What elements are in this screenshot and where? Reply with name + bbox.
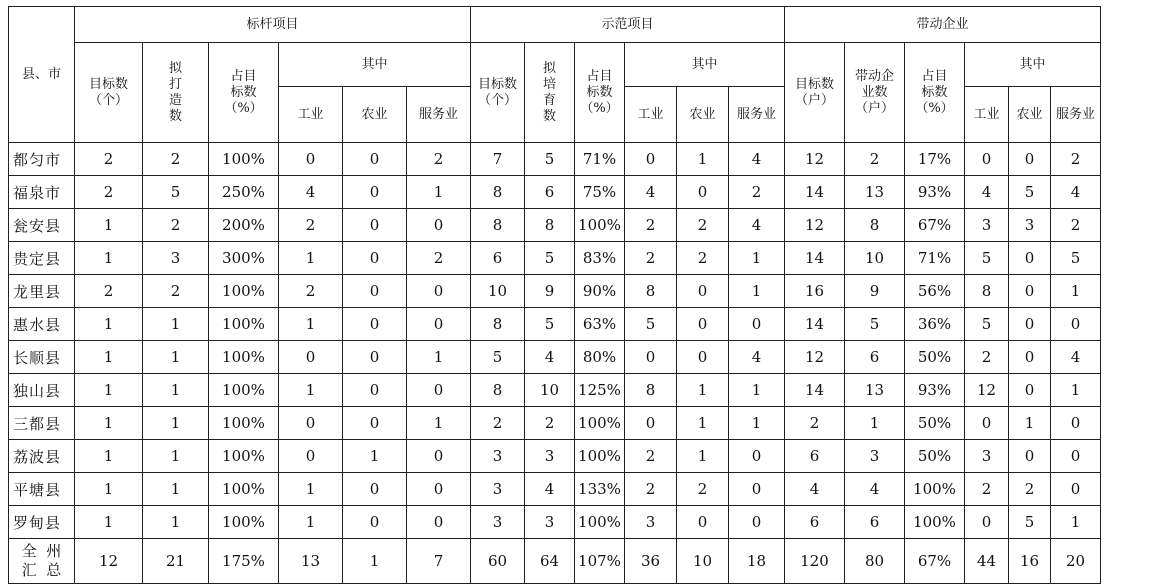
table-cell: 100% (575, 209, 625, 242)
total-cell: 1 (343, 539, 407, 584)
table-cell: 0 (1051, 473, 1101, 506)
table-cell: 50% (905, 341, 965, 374)
table-cell: 0 (1051, 308, 1101, 341)
total-cell: 12 (75, 539, 143, 584)
table-cell: 0 (965, 143, 1009, 176)
table-cell: 0 (1009, 374, 1051, 407)
table-cell: 100% (209, 275, 279, 308)
table-cell: 2 (677, 209, 729, 242)
table-cell: 8 (471, 209, 525, 242)
table-cell: 14 (785, 242, 845, 275)
table-cell: 0 (343, 275, 407, 308)
table-cell: 14 (785, 308, 845, 341)
table-cell: 5 (143, 176, 209, 209)
table-cell: 10 (845, 242, 905, 275)
table-cell: 0 (1009, 440, 1051, 473)
table-cell: 93% (905, 374, 965, 407)
demo-target-header: 目标数 （个） (471, 43, 525, 143)
table-cell: 5 (525, 308, 575, 341)
table-cell: 3 (965, 209, 1009, 242)
table-cell: 5 (1051, 242, 1101, 275)
table-row (9, 176, 1101, 209)
benchmark-agriculture-header: 农业 (343, 87, 407, 143)
table-cell: 200% (209, 209, 279, 242)
table-cell: 17% (905, 143, 965, 176)
demo-among-header: 其中 (625, 43, 785, 87)
benchmark-group-header: 标杆项目 (75, 7, 471, 43)
table-cell: 1 (279, 473, 343, 506)
table-cell: 1 (677, 143, 729, 176)
table-cell: 14 (785, 374, 845, 407)
table-cell: 6 (845, 506, 905, 539)
enterprise-group-header: 带动企业 (785, 7, 1101, 43)
table-cell: 9 (525, 275, 575, 308)
table-cell: 0 (407, 440, 471, 473)
county-name-cell: 平塘县 (9, 473, 75, 506)
table-cell: 3 (625, 506, 677, 539)
table-cell: 1 (75, 209, 143, 242)
table-row (9, 473, 1101, 506)
table-cell: 0 (343, 176, 407, 209)
total-label-cell: 全 州 汇 总 (9, 539, 75, 584)
total-cell: 120 (785, 539, 845, 584)
table-cell: 3 (471, 440, 525, 473)
table-cell: 5 (525, 242, 575, 275)
table-cell: 2 (143, 209, 209, 242)
table-cell: 2 (75, 143, 143, 176)
table-cell: 2 (625, 440, 677, 473)
table-cell: 8 (471, 308, 525, 341)
benchmark-ratio-header: 占目 标数 （%） (209, 43, 279, 143)
data-table-container (8, 6, 1101, 584)
table-cell: 0 (729, 308, 785, 341)
table-cell: 2 (407, 143, 471, 176)
table-cell: 0 (343, 506, 407, 539)
table-cell: 4 (625, 176, 677, 209)
table-cell: 5 (965, 308, 1009, 341)
table-cell: 1 (143, 473, 209, 506)
county-name-cell: 长顺县 (9, 341, 75, 374)
table-cell: 5 (965, 242, 1009, 275)
table-cell: 125% (575, 374, 625, 407)
table-cell: 4 (729, 209, 785, 242)
table-cell: 1 (677, 374, 729, 407)
benchmark-service-header: 服务业 (407, 87, 471, 143)
table-cell: 0 (279, 341, 343, 374)
demo-service-header: 服务业 (729, 87, 785, 143)
table-cell: 12 (965, 374, 1009, 407)
table-cell: 83% (575, 242, 625, 275)
benchmark-among-header: 其中 (279, 43, 471, 87)
table-cell: 8 (525, 209, 575, 242)
table-cell: 12 (785, 209, 845, 242)
table-cell: 6 (845, 341, 905, 374)
table-cell: 12 (785, 341, 845, 374)
total-cell: 175% (209, 539, 279, 584)
demo-ratio-header: 占目 标数 （%） (575, 43, 625, 143)
enterprise-service-header: 服务业 (1051, 87, 1101, 143)
table-cell: 3 (525, 440, 575, 473)
table-cell: 1 (845, 407, 905, 440)
table-cell: 4 (965, 176, 1009, 209)
table-row (9, 374, 1101, 407)
table-cell: 100% (575, 407, 625, 440)
total-cell: 36 (625, 539, 677, 584)
table-cell: 8 (471, 176, 525, 209)
demo-industry-header: 工业 (625, 87, 677, 143)
table-cell: 100% (209, 374, 279, 407)
table-cell: 100% (209, 308, 279, 341)
table-cell: 4 (785, 473, 845, 506)
table-cell: 8 (625, 374, 677, 407)
enterprise-ratio-header: 占目 标数 （%） (905, 43, 965, 143)
total-cell: 60 (471, 539, 525, 584)
table-cell: 2 (279, 275, 343, 308)
table-cell: 0 (1051, 407, 1101, 440)
table-cell: 1 (729, 407, 785, 440)
table-cell: 0 (677, 176, 729, 209)
table-cell: 3 (143, 242, 209, 275)
table-cell: 0 (407, 275, 471, 308)
enterprise-among-header: 其中 (965, 43, 1101, 87)
table-cell: 1 (729, 374, 785, 407)
table-cell: 100% (209, 341, 279, 374)
table-cell: 100% (905, 506, 965, 539)
table-cell: 100% (209, 407, 279, 440)
table-row (9, 143, 1101, 176)
table-cell: 0 (343, 473, 407, 506)
county-name-cell: 三都县 (9, 407, 75, 440)
table-cell: 1 (75, 506, 143, 539)
table-cell: 2 (965, 473, 1009, 506)
table-cell: 133% (575, 473, 625, 506)
table-cell: 2 (525, 407, 575, 440)
enterprise-planned-header: 带动企 业数 （户） (845, 43, 905, 143)
table-cell: 1 (1051, 374, 1101, 407)
table-cell: 8 (965, 275, 1009, 308)
table-cell: 2 (1051, 143, 1101, 176)
county-name-cell: 荔波县 (9, 440, 75, 473)
table-cell: 1 (75, 308, 143, 341)
table-cell: 13 (845, 176, 905, 209)
county-name-cell: 瓮安县 (9, 209, 75, 242)
table-cell: 6 (471, 242, 525, 275)
table-row (9, 407, 1101, 440)
county-name-cell: 惠水县 (9, 308, 75, 341)
demo-planned-header: 拟 培 育 数 (525, 43, 575, 143)
demo-group-header: 示范项目 (471, 7, 785, 43)
table-cell: 4 (729, 143, 785, 176)
table-cell: 0 (1051, 440, 1101, 473)
table-cell: 4 (1051, 176, 1101, 209)
county-name-cell: 罗甸县 (9, 506, 75, 539)
table-cell: 0 (279, 407, 343, 440)
table-cell: 0 (343, 242, 407, 275)
table-cell: 0 (279, 143, 343, 176)
county-name-cell: 贵定县 (9, 242, 75, 275)
enterprise-industry-header: 工业 (965, 87, 1009, 143)
table-cell: 2 (965, 341, 1009, 374)
table-cell: 2 (677, 473, 729, 506)
table-cell: 1 (279, 242, 343, 275)
table-cell: 6 (785, 506, 845, 539)
table-row (9, 275, 1101, 308)
county-name-cell: 独山县 (9, 374, 75, 407)
table-cell: 0 (407, 473, 471, 506)
table-cell: 2 (143, 143, 209, 176)
table-cell: 0 (407, 506, 471, 539)
table-cell: 14 (785, 176, 845, 209)
table-cell: 100% (575, 440, 625, 473)
table-cell: 2 (471, 407, 525, 440)
table-cell: 0 (625, 407, 677, 440)
table-cell: 100% (209, 440, 279, 473)
table-cell: 0 (407, 374, 471, 407)
table-cell: 7 (471, 143, 525, 176)
table-cell: 1 (75, 407, 143, 440)
total-cell: 67% (905, 539, 965, 584)
table-cell: 2 (407, 242, 471, 275)
table-cell: 36% (905, 308, 965, 341)
table-cell: 1 (143, 440, 209, 473)
table-cell: 2 (279, 209, 343, 242)
table-cell: 5 (845, 308, 905, 341)
table-cell: 1 (143, 341, 209, 374)
table-cell: 0 (729, 440, 785, 473)
table-cell: 4 (1051, 341, 1101, 374)
total-cell: 10 (677, 539, 729, 584)
table-cell: 80% (575, 341, 625, 374)
table-cell: 4 (279, 176, 343, 209)
table-cell: 1 (75, 242, 143, 275)
table-cell: 10 (525, 374, 575, 407)
table-row (9, 440, 1101, 473)
table-cell: 4 (845, 473, 905, 506)
table-cell: 5 (1009, 176, 1051, 209)
table-cell: 0 (279, 440, 343, 473)
table-cell: 0 (343, 308, 407, 341)
table-cell: 2 (1051, 209, 1101, 242)
table-cell: 6 (785, 440, 845, 473)
county-name-cell: 龙里县 (9, 275, 75, 308)
total-cell: 21 (143, 539, 209, 584)
table-cell: 0 (343, 341, 407, 374)
table-cell: 1 (75, 374, 143, 407)
table-cell: 1 (143, 407, 209, 440)
total-cell: 20 (1051, 539, 1101, 584)
total-cell: 13 (279, 539, 343, 584)
table-cell: 100% (209, 473, 279, 506)
total-cell: 44 (965, 539, 1009, 584)
total-cell: 7 (407, 539, 471, 584)
table-cell: 6 (525, 176, 575, 209)
table-cell: 1 (729, 275, 785, 308)
table-row (9, 209, 1101, 242)
county-name-cell: 都匀市 (9, 143, 75, 176)
table-cell: 50% (905, 407, 965, 440)
table-cell: 1 (407, 176, 471, 209)
table-cell: 0 (1009, 242, 1051, 275)
table-cell: 0 (625, 341, 677, 374)
table-cell: 3 (845, 440, 905, 473)
table-cell: 2 (625, 209, 677, 242)
table-cell: 4 (525, 341, 575, 374)
total-cell: 80 (845, 539, 905, 584)
table-cell: 5 (525, 143, 575, 176)
table-row (9, 242, 1101, 275)
table-cell: 1 (729, 242, 785, 275)
table-cell: 56% (905, 275, 965, 308)
table-cell: 1 (143, 308, 209, 341)
table-cell: 100% (575, 506, 625, 539)
table-cell: 71% (575, 143, 625, 176)
table-cell: 0 (407, 308, 471, 341)
table-cell: 0 (1009, 143, 1051, 176)
table-cell: 0 (965, 506, 1009, 539)
table-cell: 1 (279, 506, 343, 539)
table-cell: 1 (1051, 275, 1101, 308)
table-cell: 2 (785, 407, 845, 440)
table-cell: 1 (279, 308, 343, 341)
table-cell: 4 (729, 341, 785, 374)
table-cell: 1 (279, 374, 343, 407)
table-cell: 300% (209, 242, 279, 275)
table-cell: 1 (1051, 506, 1101, 539)
table-cell: 3 (525, 506, 575, 539)
table-cell: 0 (677, 506, 729, 539)
table-cell: 0 (729, 506, 785, 539)
table-cell: 9 (845, 275, 905, 308)
benchmark-target-header: 目标数 （个） (75, 43, 143, 143)
table-cell: 2 (75, 275, 143, 308)
table-cell: 67% (905, 209, 965, 242)
table-body (9, 143, 1101, 584)
table-cell: 2 (143, 275, 209, 308)
table-cell: 12 (785, 143, 845, 176)
benchmark-industry-header: 工业 (279, 87, 343, 143)
table-cell: 3 (471, 473, 525, 506)
table-cell: 71% (905, 242, 965, 275)
county-header: 县、市 (9, 7, 75, 143)
table-cell: 1 (343, 440, 407, 473)
table-cell: 16 (785, 275, 845, 308)
total-cell: 16 (1009, 539, 1051, 584)
table-cell: 2 (75, 176, 143, 209)
table-cell: 5 (625, 308, 677, 341)
table-cell: 50% (905, 440, 965, 473)
table-cell: 63% (575, 308, 625, 341)
total-cell: 64 (525, 539, 575, 584)
table-cell: 0 (677, 341, 729, 374)
table-cell: 5 (471, 341, 525, 374)
table-cell: 0 (343, 407, 407, 440)
table-cell: 2 (625, 473, 677, 506)
total-cell: 18 (729, 539, 785, 584)
table-cell: 75% (575, 176, 625, 209)
table-cell: 0 (965, 407, 1009, 440)
table-cell: 1 (143, 374, 209, 407)
table-cell: 0 (343, 143, 407, 176)
table-cell: 5 (1009, 506, 1051, 539)
table-cell: 0 (343, 374, 407, 407)
table-cell: 1 (677, 407, 729, 440)
table-cell: 3 (471, 506, 525, 539)
project-statistics-table (8, 6, 1101, 584)
table-cell: 8 (471, 374, 525, 407)
table-cell: 3 (1009, 209, 1051, 242)
table-cell: 0 (1009, 341, 1051, 374)
enterprise-target-header: 目标数 （户） (785, 43, 845, 143)
table-cell: 90% (575, 275, 625, 308)
table-cell: 4 (525, 473, 575, 506)
table-cell: 2 (625, 242, 677, 275)
table-row (9, 308, 1101, 341)
table-cell: 0 (1009, 275, 1051, 308)
table-header (9, 7, 1101, 143)
table-cell: 100% (905, 473, 965, 506)
table-cell: 3 (965, 440, 1009, 473)
county-name-cell: 福泉市 (9, 176, 75, 209)
table-row (9, 506, 1101, 539)
total-cell: 107% (575, 539, 625, 584)
table-cell: 2 (1009, 473, 1051, 506)
table-cell: 2 (677, 242, 729, 275)
demo-agriculture-header: 农业 (677, 87, 729, 143)
enterprise-agriculture-header: 农业 (1009, 87, 1051, 143)
table-cell: 2 (845, 143, 905, 176)
table-cell: 8 (625, 275, 677, 308)
table-cell: 0 (729, 473, 785, 506)
table-cell: 10 (471, 275, 525, 308)
table-cell: 1 (407, 407, 471, 440)
table-cell: 0 (677, 275, 729, 308)
table-cell: 1 (75, 440, 143, 473)
table-cell: 100% (209, 506, 279, 539)
table-cell: 1 (1009, 407, 1051, 440)
table-cell: 8 (845, 209, 905, 242)
table-cell: 100% (209, 143, 279, 176)
table-cell: 1 (677, 440, 729, 473)
table-cell: 1 (75, 473, 143, 506)
table-cell: 0 (625, 143, 677, 176)
table-cell: 1 (407, 341, 471, 374)
table-cell: 93% (905, 176, 965, 209)
total-row (9, 539, 1101, 584)
table-cell: 1 (143, 506, 209, 539)
table-cell: 250% (209, 176, 279, 209)
benchmark-planned-header: 拟 打 造 数 (143, 43, 209, 143)
table-cell: 0 (1009, 308, 1051, 341)
table-row (9, 341, 1101, 374)
table-cell: 0 (343, 209, 407, 242)
table-cell: 13 (845, 374, 905, 407)
table-cell: 2 (729, 176, 785, 209)
table-cell: 1 (75, 341, 143, 374)
table-cell: 0 (677, 308, 729, 341)
table-cell: 0 (407, 209, 471, 242)
